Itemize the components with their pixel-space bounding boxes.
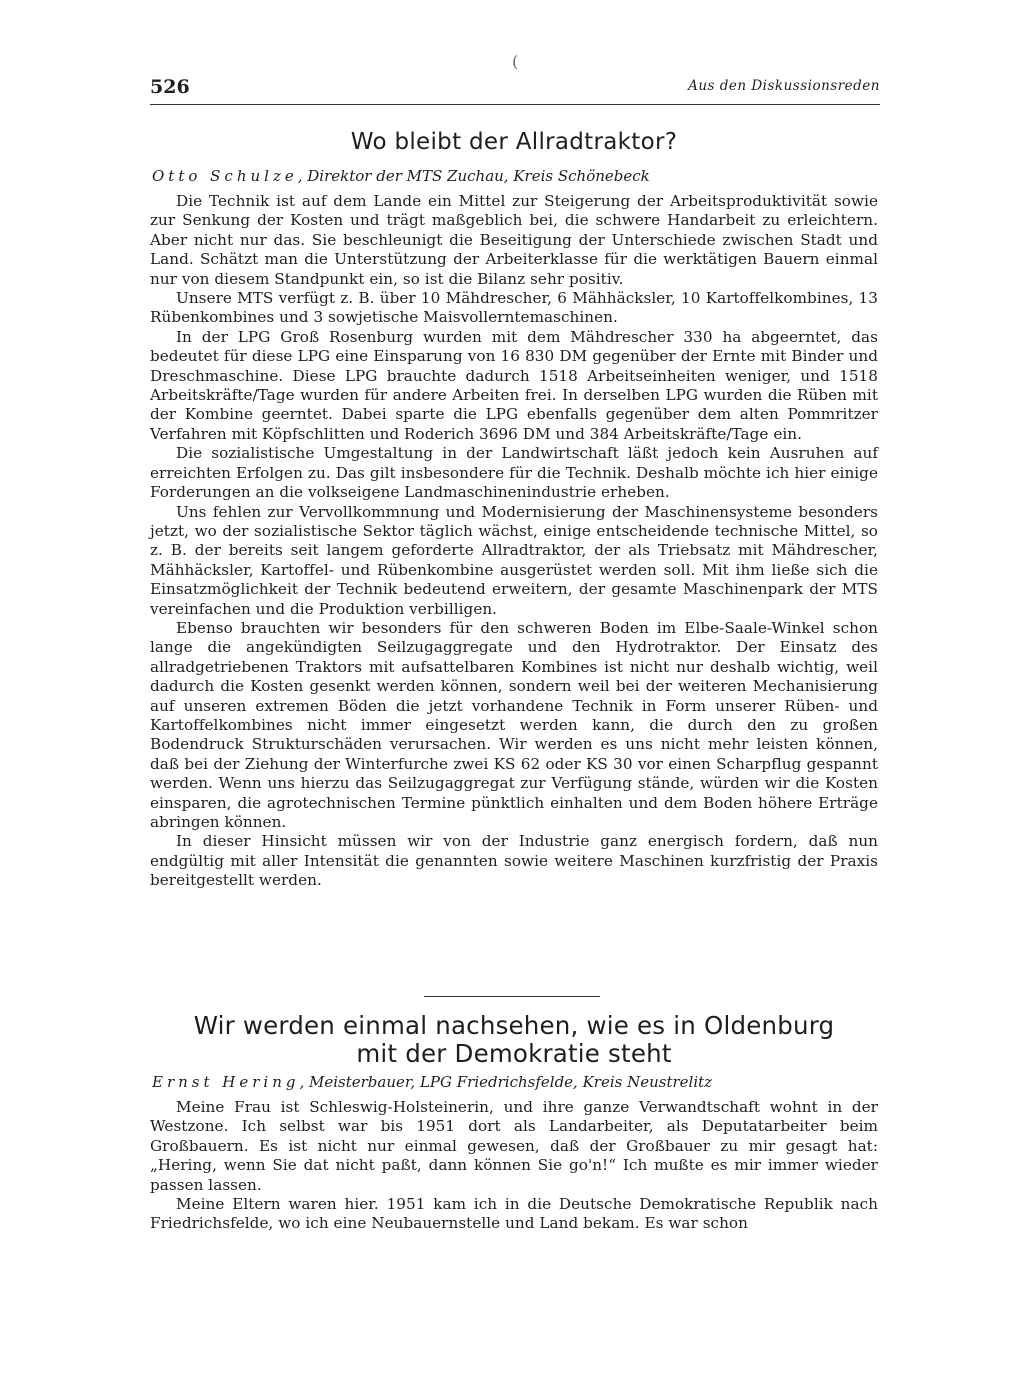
author-role: , Meisterbauer, LPG Friedrichsfelde, Kreis Neustrelitz — [299, 1073, 713, 1091]
running-head: Aus den Diskussionsreden — [688, 78, 880, 94]
paragraph: In der LPG Groß Rosenburg wurden mit dem Mähdrescher 330 ha abgeerntet, das bedeutet für diese LPG eine Einsparung von 16 830 DM gegenüber der Ernte mit Binder und Dreschmaschine. Diese LPG brauchte dadurch 1518 Arbeitseinheiten weniger, und 1518 Arbeitskräfte/Tage wurden für andere Arbeiten frei. In derselben LPG wurden die Rüben mit der Kombine geerntet. Dabei sparte die LPG ebenfalls gegenüber dem alten Pommritzer Verfahren mit Köpfschlitten und Roderich 3696 DM und 384 Arbeitskräfte/Tage ein. — [150, 327, 878, 443]
paragraph: Uns fehlen zur Vervollkommnung und Modernisierung der Maschinensysteme besonders jetzt, wo der sozialistische Sektor täglich wächst, einige entscheidende technische Mittel, so z. B. der bereits seit langem geforderte Allradtraktor, der als Triebsatz mit Mähdrescher, Mähhäcksler, Kartoffel- und Rübenkombine ausgerüstet werden soll. Mit ihm ließe sich die Einsatzmöglichkeit der Technik bedeutend erweitern, der gesamte Maschinenpark der MTS vereinfachen und die Produktion verbilligen. — [150, 502, 878, 618]
paragraph: Unsere MTS verfügt z. B. über 10 Mähdrescher, 6 Mähhäcksler, 10 Kartoffelkombines, 13 Rübenkombines und 3 sowjetische Maisvollerntemaschinen. — [150, 289, 878, 327]
article-title: Wo bleibt der Allradtraktor? — [350, 129, 678, 155]
paragraph: Meine Eltern waren hier. 1951 kam ich in die Deutsche Demokratische Republik nach Friedrichsfelde, wo ich eine Neubauernstelle und Land bekam. Es war schon — [150, 1195, 878, 1233]
author-role: , Direktor der MTS Zuchau, Kreis Schönebeck — [297, 167, 650, 185]
paragraph: Ebenso brauchten wir besonders für den schweren Boden im Elbe-Saale-Winkel schon lange die angekündigten Seilzugaggregate und den Hydrotraktor. Der Einsatz des allradgetriebenen Traktors mit aufsattelbaren Kombines ist nicht nur deshalb wichtig, weil dadurch die Kosten gesenkt werden können, sondern weil bei der weiteren Mechanisierung auf unseren extremen Böden die jetzt vorhandene Technik in Form unserer Rüben- und Kartoffelkombines nicht immer eingesetzt werden kann, die durch den zu großen Bodendruck Strukturschäden verursachen. Wir werden es uns nicht mehr leisten können, daß bei der Ziehung der Winterfurche zwei KS 62 oder KS 30 vor einen Scharpflug gespannt werden. Wenn uns hierzu das Seilzugaggregat zur Verfügung stände, würden wir die Kosten einsparen, die agrotechnischen Termine pünktlich einhalten und dem Boden höhere Erträge abringen können. — [150, 618, 878, 831]
article-title-line2: mit der Demokratie steht — [356, 1039, 672, 1068]
article-body — [150, 1098, 878, 1234]
section-divider — [424, 996, 600, 997]
article-title-line1: Wir werden einmal nachsehen, wie es in Oldenburg — [193, 1011, 835, 1040]
margin-mark: ( — [512, 52, 519, 71]
article-byline — [152, 1072, 878, 1092]
article-allradtraktor — [150, 128, 878, 891]
page-header — [150, 70, 880, 105]
page-number: 526 — [150, 76, 190, 98]
paragraph: Die Technik ist auf dem Lande ein Mittel zur Steigerung der Arbeitsproduktivität sowie zur Senkung der Kosten und trägt maßgeblich bei, die schwere Handarbeit zu erleichtern. Aber nicht nur das. Sie beschleunigt die Beseitigung der Unterschiede zwischen Stadt und Land. Schätzt man die Unterstützung der Arbeiterklasse für die werktätigen Bauern einmal nur von diesem Standpunkt ein, so ist die Bilanz sehr positiv. — [150, 192, 878, 288]
paragraph: Meine Frau ist Schleswig-Holsteinerin, und ihre ganze Verwandtschaft wohnt in der Westzone. Ich selbst war bis 1951 dort als Landarbeiter, als Deputatarbeiter beim Großbauern. Es ist nicht nur einmal gewesen, daß der Großbauer zu mir gesagt hat: „Hering, wenn Sie dat nicht paßt, dann können Sie go'n!“ Ich mußte es mir immer wieder passen lassen. — [150, 1098, 878, 1194]
paragraph: In dieser Hinsicht müssen wir von der Industrie ganz energisch fordern, daß nun endgültig mit aller Intensität die genannten sowie weitere Maschinen kurzfristig der Praxis bereitgestellt werden. — [150, 832, 878, 890]
article-byline — [152, 166, 878, 186]
author-name: Ernst Hering — [152, 1073, 300, 1091]
author-name: Otto Schulze — [152, 167, 298, 185]
article-oldenburg — [150, 1012, 878, 1234]
paragraph: Die sozialistische Umgestaltung in der Landwirtschaft läßt jedoch kein Ausruhen auf erreichten Erfolgen zu. Das gilt insbesondere für die Technik. Deshalb möchte ich hier einige Forderungen an die volkseigene Landmaschinenindustrie erheben. — [150, 444, 878, 502]
article-body — [150, 192, 878, 891]
